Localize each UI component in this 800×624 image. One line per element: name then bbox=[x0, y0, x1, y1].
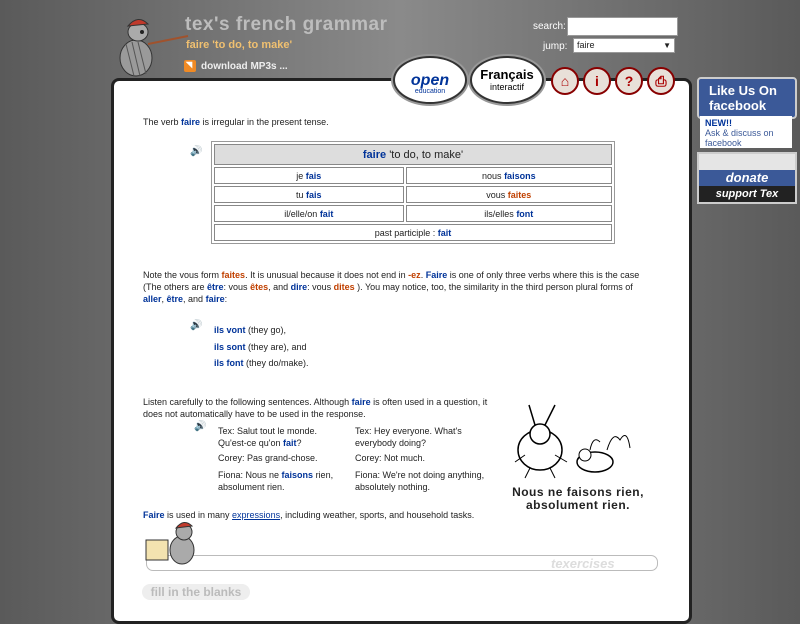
help-icon[interactable]: ? bbox=[615, 67, 643, 95]
fill-in-blanks-button[interactable]: fill in the blanks bbox=[142, 584, 250, 600]
donate-button[interactable]: donate support Tex bbox=[697, 152, 797, 204]
francais-interactif-button[interactable]: Français interactif bbox=[470, 56, 544, 104]
dialogue-french-2: Corey: Pas grand-chose. bbox=[218, 453, 318, 463]
search-input[interactable] bbox=[567, 17, 678, 36]
expressions-text: Faire is used in many expressions, including weather, sports, and household tasks. bbox=[143, 510, 475, 520]
table-header: faire 'to do, to make' bbox=[214, 144, 612, 165]
dialogue-english-2: Corey: Not much. bbox=[355, 453, 426, 463]
jump-label: jump: bbox=[543, 41, 568, 52]
page-subtitle: faire 'to do, to make' bbox=[186, 39, 293, 51]
facebook-like-button[interactable]: Like Us On facebook bbox=[697, 77, 797, 119]
search-label: search: bbox=[533, 21, 566, 32]
jump-select[interactable]: faire ▼ bbox=[573, 38, 675, 53]
table-row: tu fais vous faites bbox=[214, 186, 612, 203]
info-icon[interactable]: i bbox=[583, 67, 611, 95]
dropdown-arrow-icon: ▼ bbox=[663, 41, 671, 50]
table-row: past participle : fait bbox=[214, 224, 612, 241]
cartoon-caption: Nous ne faisons rien, absolument rien. bbox=[512, 485, 644, 512]
audio-speaker-icon[interactable]: 🔊 bbox=[190, 146, 203, 157]
table-row: je fais nous faisons bbox=[214, 167, 612, 184]
open-education-button[interactable]: open education bbox=[393, 56, 467, 104]
audio-speaker-icon[interactable]: 🔊 bbox=[190, 320, 203, 331]
note-paragraph: Note the vous form faites. It is unusual because it does not end in -ez. Faire is one of only three verbs where this is the case (The others are être: vous êtes, and dire: vous dites ). You may notice, too, the similarity in the third person plural forms of aller, être, and faire: bbox=[143, 270, 640, 304]
tex-mascot-icon bbox=[108, 14, 190, 78]
tex-writing-icon bbox=[142, 520, 204, 570]
audio-speaker-icon[interactable]: 🔊 bbox=[194, 421, 207, 432]
print-icon[interactable]: ⎙ bbox=[647, 67, 675, 95]
site-title: tex's french grammar bbox=[185, 14, 388, 35]
list-item: ils sont (they are), and bbox=[214, 341, 307, 352]
texercises-label: texercises bbox=[551, 556, 615, 571]
dialogue-french-3: Fiona: Nous ne faisons rien, absolument rien. bbox=[218, 470, 334, 492]
table-row: il/elle/on fait ils/elles font bbox=[214, 205, 612, 222]
list-item: ils font (they do/make). bbox=[214, 358, 309, 368]
dialogue-english-3: Fiona: We're not doing anything, absolutely nothing. bbox=[355, 470, 485, 492]
download-mp3-link[interactable]: ◥ download MP3s ... bbox=[184, 60, 288, 72]
conjugation-table bbox=[211, 141, 615, 244]
example-list bbox=[214, 322, 309, 372]
facebook-discuss-link[interactable]: NEW!! Ask & discuss on facebook bbox=[700, 116, 792, 148]
listen-paragraph: Listen carefully to the following sentences. Although faire is often used in a question, it does not automatically have to be used in the response. bbox=[143, 397, 488, 419]
dialogue-english-1: Tex: Hey everyone. What's everybody doing? bbox=[355, 426, 462, 448]
dialogue-french-1: Tex: Salut tout le monde. Qu'est-ce qu'on fait? bbox=[218, 426, 318, 448]
home-icon[interactable]: ⌂ bbox=[551, 67, 579, 95]
rss-icon bbox=[184, 60, 196, 72]
intro-text: The verb faire is irregular in the present tense. bbox=[143, 117, 329, 127]
cartoon-bugs-illustration bbox=[495, 400, 655, 485]
expressions-link[interactable]: expressions bbox=[232, 510, 281, 520]
list-item: ils vont (they go), bbox=[214, 325, 287, 335]
